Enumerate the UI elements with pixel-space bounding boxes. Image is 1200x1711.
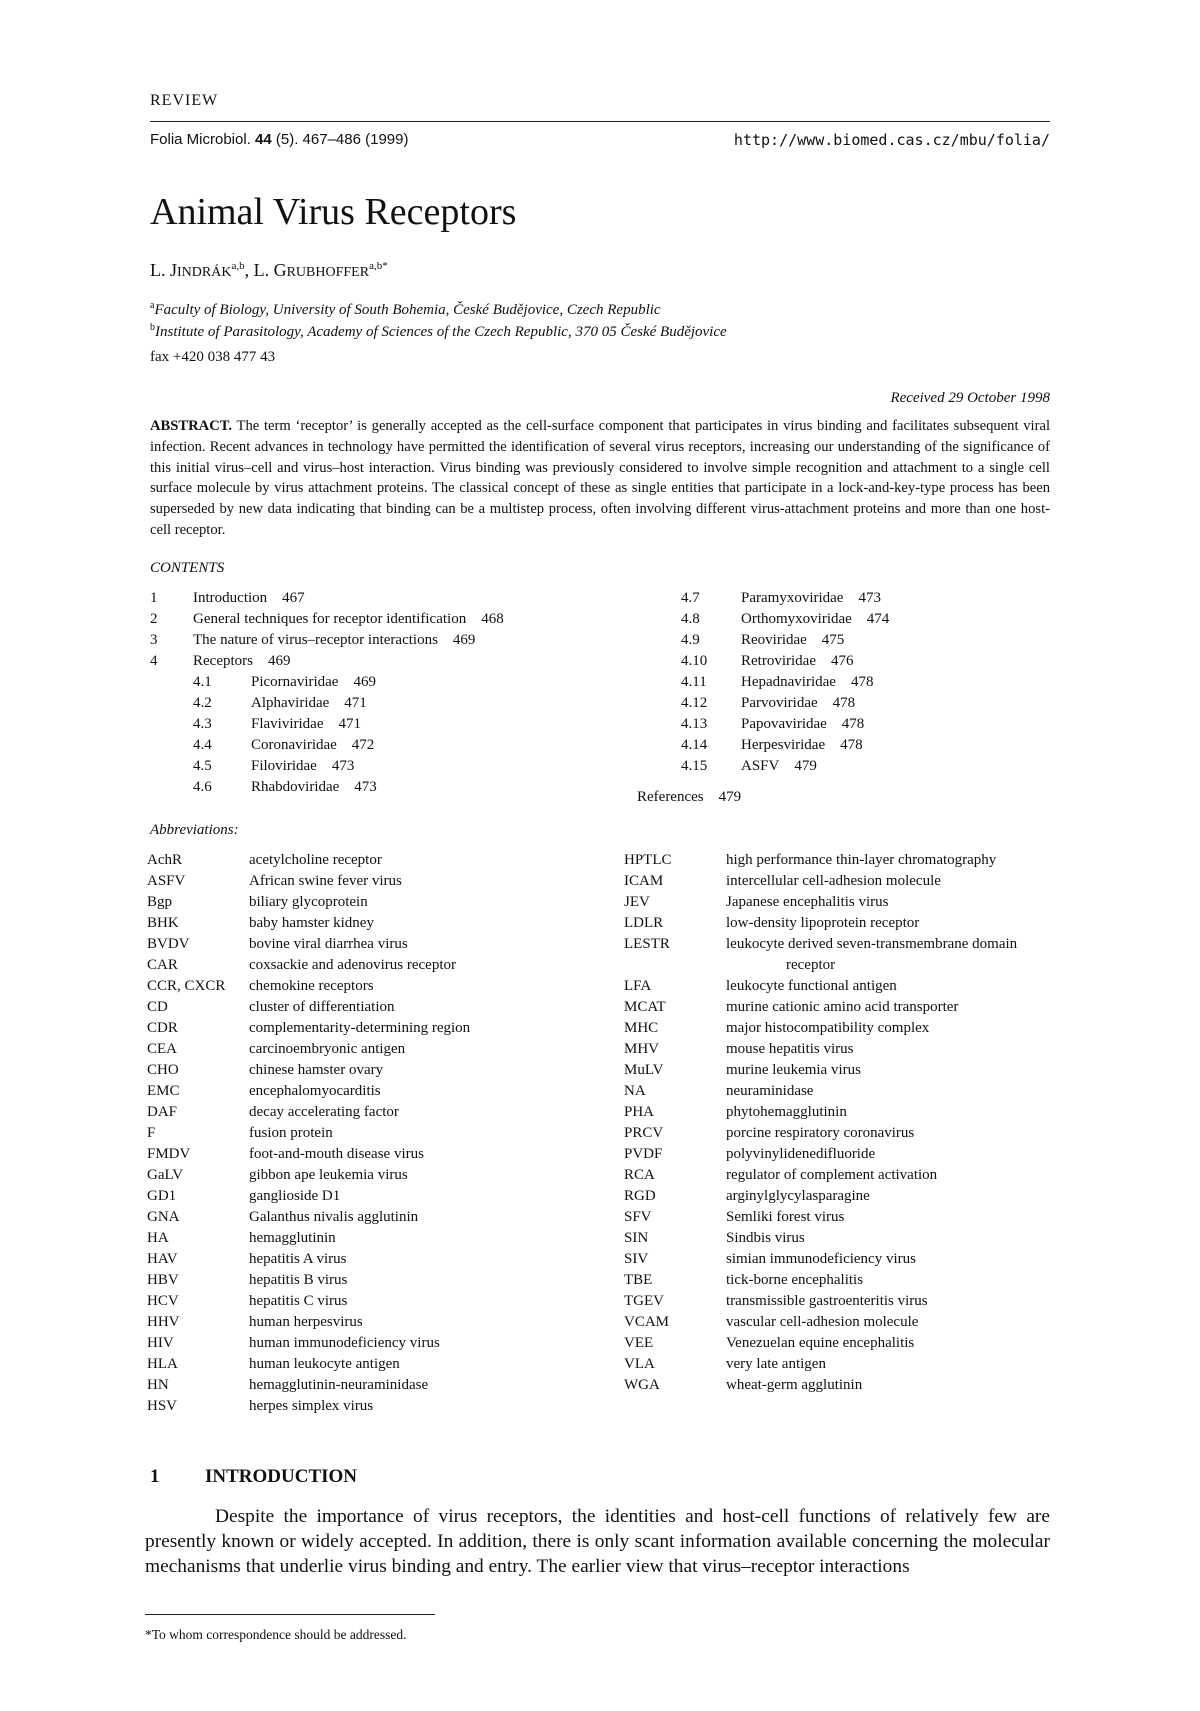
- toc-item-title[interactable]: Papovaviridae 478: [741, 716, 865, 732]
- abbreviation-definition: Sindbis virus: [726, 1230, 805, 1246]
- toc-references[interactable]: [637, 789, 741, 806]
- abbreviation-term: NA: [624, 1083, 646, 1099]
- abbreviation-term: CHO: [147, 1062, 179, 1078]
- abbreviation-term: PHA: [624, 1104, 655, 1120]
- abbreviation-definition: hepatitis C virus: [249, 1293, 348, 1309]
- abbreviation-definition: low-density lipoprotein receptor: [726, 915, 920, 931]
- abbreviation-term: VLA: [624, 1356, 655, 1372]
- toc-item-title[interactable]: Retroviridae 476: [741, 653, 854, 669]
- abstract-text: The term ‘receptor’ is generally accepted as the cell-surface component that participates in virus binding and facilitates subsequent viral infection. Recent advances in technology have permitted the identification of several virus receptors, increasing our understanding of the significance of this initial virus–cell and virus–host interaction. Virus binding was previously considered to involve simple recognition and attachment to a single cell surface molecule by virus attachment proteins. The classical concept of these as single entities that participate in a lock-and-key-type process has been superseded by new data indicating that binding can be a multistep process, often involving different virus-attachment proteins and more than one host-cell receptor.: [150, 418, 1050, 538]
- abbreviation-definition: simian immunodeficiency virus: [726, 1251, 916, 1267]
- abbreviation-definition: very late antigen: [726, 1356, 826, 1372]
- toc-item-number: 2: [150, 611, 158, 627]
- author-1-surname: INDRÁK: [177, 265, 232, 280]
- abbreviation-definition: coxsackie and adenovirus receptor: [249, 957, 456, 973]
- toc-item-title[interactable]: The nature of virus–receptor interactions 469: [193, 632, 476, 648]
- footnote-rule: [145, 1614, 435, 1615]
- section-heading: [150, 1466, 357, 1488]
- affiliation-a: [150, 300, 661, 319]
- abbreviation-term: HCV: [147, 1293, 179, 1309]
- abbreviation-term: GNA: [147, 1209, 180, 1225]
- abbreviation-term: CCR, CXCR: [147, 978, 226, 994]
- abbreviation-definition: Semliki forest virus: [726, 1209, 845, 1225]
- abbreviation-term: SFV: [624, 1209, 652, 1225]
- toc-item-title[interactable]: Parvoviridae 478: [741, 695, 856, 711]
- toc-item-title[interactable]: Coronaviridae 472: [251, 737, 375, 753]
- abbreviation-definition: neuraminidase: [726, 1083, 814, 1099]
- author-line: [150, 260, 388, 281]
- author-2-affil-sup: a,b: [369, 260, 383, 272]
- abbreviation-definition: arginylglycylasparagine: [726, 1188, 870, 1204]
- abbreviation-term: HHV: [147, 1314, 180, 1330]
- toc-item-number: 4.2: [193, 695, 212, 711]
- abbreviation-term: LFA: [624, 978, 652, 994]
- abbreviation-definition: regulator of complement activation: [726, 1167, 938, 1183]
- toc-item-number: 4.15: [681, 758, 708, 774]
- abbreviation-term: ICAM: [624, 873, 664, 889]
- journal-citation: [150, 131, 408, 148]
- toc-item-title[interactable]: Filoviridae 473: [251, 758, 355, 774]
- abbreviation-term: WGA: [624, 1377, 660, 1393]
- abbreviation-term: TBE: [624, 1272, 653, 1288]
- abbreviation-term: HN: [147, 1377, 169, 1393]
- received-date: Received 29 October 1998: [890, 390, 1050, 406]
- abbreviation-definition: vascular cell-adhesion molecule: [726, 1314, 919, 1330]
- toc-item-title[interactable]: Hepadnaviridae 478: [741, 674, 874, 690]
- toc-item-number: 4.4: [193, 737, 212, 753]
- affiliation-b-sup: b: [150, 322, 155, 333]
- abbreviation-term: CAR: [147, 957, 178, 973]
- toc-item-title[interactable]: Paramyxoviridae 473: [741, 590, 881, 606]
- introduction-text: Despite the importance of virus receptors, the identities and host-cell functions of relatively few are presently known or widely accepted. In addition, there is only scant information available concerning the molecular mechanisms that underlie virus binding and entry. The earlier view that virus–receptor interactions: [145, 1506, 1050, 1577]
- abbreviation-definition: decay accelerating factor: [249, 1104, 399, 1120]
- abbreviation-term: Bgp: [147, 894, 173, 910]
- abbreviation-term: PRCV: [624, 1125, 664, 1141]
- abbreviation-term: EMC: [147, 1083, 180, 1099]
- abbreviation-definition: hepatitis B virus: [249, 1272, 348, 1288]
- toc-item-number: 4.13: [681, 716, 708, 732]
- article-title: Animal Virus Receptors: [150, 191, 517, 233]
- abbreviation-definition: intercellular cell-adhesion molecule: [726, 873, 941, 889]
- abbreviation-definition: gibbon ape leukemia virus: [249, 1167, 408, 1183]
- toc-item-title[interactable]: Flaviviridae 471: [251, 716, 361, 732]
- toc-item-number: 4: [150, 653, 158, 669]
- author-2-initial: L. G: [253, 260, 287, 280]
- abbreviation-term: BHK: [147, 915, 179, 931]
- toc-item-number: 4.10: [681, 653, 708, 669]
- abbreviation-definition: Venezuelan equine encephalitis: [726, 1335, 915, 1351]
- abbreviation-term: CDR: [147, 1020, 178, 1036]
- abbreviation-term: HLA: [147, 1356, 178, 1372]
- abstract-label: ABSTRACT.: [150, 418, 233, 434]
- author-separator: ,: [244, 260, 254, 280]
- abbreviation-term: BVDV: [147, 936, 190, 952]
- toc-item-number: 3: [150, 632, 158, 648]
- abbreviation-definition: chinese hamster ovary: [249, 1062, 384, 1078]
- toc-item-title[interactable]: General techniques for receptor identification 468: [193, 611, 504, 627]
- abbreviation-term: CD: [147, 999, 168, 1015]
- abbreviation-definition: chemokine receptors: [249, 978, 374, 994]
- abbreviation-definition: leukocyte derived seven-transmembrane domain: [726, 936, 1018, 952]
- abbreviation-definition: acetylcholine receptor: [249, 852, 382, 868]
- author-2-surname: RUBHOFFER: [286, 265, 370, 280]
- abbreviation-term: HAV: [147, 1251, 178, 1267]
- abbreviation-definition: tick-borne encephalitis: [726, 1272, 864, 1288]
- abbreviation-definition: herpes simplex virus: [249, 1398, 374, 1414]
- abbreviation-term: RGD: [624, 1188, 656, 1204]
- abbreviation-definition: leukocyte functional antigen: [726, 978, 897, 994]
- section-number: 1: [150, 1466, 160, 1487]
- abbreviation-term: GD1: [147, 1188, 177, 1204]
- citation-rest: (5). 467–486 (1999): [271, 131, 409, 148]
- abbreviation-definition: carcinoembryonic antigen: [249, 1041, 406, 1057]
- abbreviation-term: F: [147, 1125, 156, 1141]
- abbreviation-term: DAF: [147, 1104, 178, 1120]
- author-1-initial: L. J: [150, 260, 177, 280]
- abbreviation-definition: murine leukemia virus: [726, 1062, 861, 1078]
- abbreviation-definition: wheat-germ agglutinin: [726, 1377, 863, 1393]
- abbreviation-definition: hepatitis A virus: [249, 1251, 347, 1267]
- section-title: INTRODUCTION: [205, 1466, 358, 1487]
- toc-item-title[interactable]: Introduction 467: [193, 590, 305, 606]
- abbreviation-term: HSV: [147, 1398, 178, 1414]
- abbreviation-term: GaLV: [147, 1167, 184, 1183]
- introduction-paragraph: [145, 1504, 1050, 1579]
- abbreviation-definition: bovine viral diarrhea virus: [249, 936, 408, 952]
- abbreviation-definition: receptor: [786, 957, 836, 973]
- toc-item-title[interactable]: Reoviridae 475: [741, 632, 845, 648]
- affiliation-b-text: Institute of Parasitology, Academy of Sciences of the Czech Republic, 370 05 České Budějovice: [155, 324, 727, 340]
- abbreviation-definition: murine cationic amino acid transporter: [726, 999, 959, 1015]
- abbreviation-definition: human herpesvirus: [249, 1314, 363, 1330]
- abbreviation-definition: baby hamster kidney: [249, 915, 374, 931]
- toc-item-number: 4.7: [681, 590, 700, 606]
- abbreviation-definition: polyvinylidenedifluoride: [726, 1146, 876, 1162]
- section-label: REVIEW: [150, 92, 219, 109]
- abbreviation-term: HPTLC: [624, 852, 672, 868]
- abbreviation-definition: high performance thin-layer chromatography: [726, 852, 997, 868]
- abbreviation-definition: cluster of differentiation: [249, 999, 395, 1015]
- abbreviation-term: FMDV: [147, 1146, 191, 1162]
- toc-item-number: 4.12: [681, 695, 708, 711]
- abbreviation-term: MHV: [624, 1041, 660, 1057]
- footnote: *To whom correspondence should be addressed.: [145, 1627, 407, 1642]
- abbreviation-definition: mouse hepatitis virus: [726, 1041, 854, 1057]
- abbreviation-term: VCAM: [624, 1314, 670, 1330]
- toc-item-title[interactable]: Rhabdoviridae 473: [251, 779, 377, 795]
- citation-prefix: Folia Microbiol.: [150, 131, 256, 148]
- abbreviation-term: JEV: [624, 894, 650, 910]
- affiliation-b: [150, 322, 727, 341]
- abbreviation-term: LDLR: [624, 915, 664, 931]
- abbreviation-definition: African swine fever virus: [249, 873, 402, 889]
- journal-url[interactable]: http://www.biomed.cas.cz/mbu/folia/: [733, 131, 1050, 149]
- affiliation-a-sup: a: [150, 300, 155, 311]
- toc-item-number: 4.1: [193, 674, 212, 690]
- abbreviation-term: AchR: [147, 852, 182, 868]
- abbreviation-definition: hemagglutinin: [249, 1230, 336, 1246]
- abbreviation-term: VEE: [624, 1335, 654, 1351]
- abbreviation-definition: fusion protein: [249, 1125, 333, 1141]
- abbreviation-definition: complementarity-determining region: [249, 1020, 471, 1036]
- abbreviation-definition: phytohemagglutinin: [726, 1104, 847, 1120]
- abbreviation-definition: Galanthus nivalis agglutinin: [249, 1209, 419, 1225]
- abbreviation-definition: transmissible gastroenteritis virus: [726, 1293, 928, 1309]
- abbreviation-definition: Japanese encephalitis virus: [726, 894, 889, 910]
- abbreviation-definition: human leukocyte antigen: [249, 1356, 400, 1372]
- author-1-affil-sup: a,b: [231, 260, 245, 272]
- corresponding-mark: *: [382, 260, 388, 272]
- abbreviation-term: HA: [147, 1230, 169, 1246]
- toc-item-number: 4.8: [681, 611, 700, 627]
- abbreviation-definition: biliary glycoprotein: [249, 894, 368, 910]
- abstract: [150, 416, 1050, 541]
- toc-references-page: 479: [718, 789, 742, 805]
- toc-item-title[interactable]: Herpesviridae 478: [741, 737, 863, 753]
- abbreviation-term: MuLV: [624, 1062, 664, 1078]
- toc-item-number: 4.5: [193, 758, 212, 774]
- fax-number: fax +420 038 477 43: [150, 349, 276, 365]
- toc-item-title[interactable]: Receptors 469: [193, 653, 291, 669]
- abbreviation-definition: ganglioside D1: [249, 1188, 341, 1204]
- abbreviation-definition: hemagglutinin-neuraminidase: [249, 1377, 429, 1393]
- abbreviation-definition: encephalomyocarditis: [249, 1083, 381, 1099]
- toc-item-number: 4.3: [193, 716, 212, 732]
- abbreviation-definition: major histocompatibility complex: [726, 1020, 930, 1036]
- citation-volume: 44: [255, 131, 272, 148]
- toc-item-title[interactable]: Picornaviridae 469: [251, 674, 376, 690]
- toc-references-label: References: [637, 789, 704, 805]
- affiliation-a-text: Faculty of Biology, University of South Bohemia, České Budějovice, Czech Republic: [154, 302, 661, 318]
- abbreviation-term: SIN: [624, 1230, 649, 1246]
- contents-heading: CONTENTS: [150, 560, 225, 576]
- toc-item-number: 4.6: [193, 779, 212, 795]
- abbreviation-term: PVDF: [624, 1146, 663, 1162]
- toc-item-title[interactable]: ASFV 479: [741, 758, 817, 774]
- abbreviation-term: MHC: [624, 1020, 659, 1036]
- abbreviation-term: TGEV: [624, 1293, 664, 1309]
- abbreviation-term: MCAT: [624, 999, 666, 1015]
- toc-item-number: 4.11: [681, 674, 707, 690]
- abbreviation-term: CEA: [147, 1041, 177, 1057]
- abbreviation-term: LESTR: [624, 936, 670, 952]
- header-rule: [150, 121, 1050, 122]
- toc-item-number: 4.14: [681, 737, 708, 753]
- abbreviation-term: RCA: [624, 1167, 655, 1183]
- abbreviation-definition: foot-and-mouth disease virus: [249, 1146, 424, 1162]
- abbreviation-term: SIV: [624, 1251, 649, 1267]
- abbreviation-definition: human immunodeficiency virus: [249, 1335, 440, 1351]
- toc-item-title[interactable]: Orthomyxoviridae 474: [741, 611, 890, 627]
- abbreviation-term: HBV: [147, 1272, 179, 1288]
- abbreviations-heading: Abbreviations:: [150, 822, 239, 838]
- abbreviation-term: ASFV: [147, 873, 186, 889]
- toc-item-number: 4.9: [681, 632, 700, 648]
- abbreviation-term: HIV: [147, 1335, 174, 1351]
- toc-item-number: 1: [150, 590, 158, 606]
- toc-item-title[interactable]: Alphaviridae 471: [251, 695, 367, 711]
- abbreviation-definition: porcine respiratory coronavirus: [726, 1125, 915, 1141]
